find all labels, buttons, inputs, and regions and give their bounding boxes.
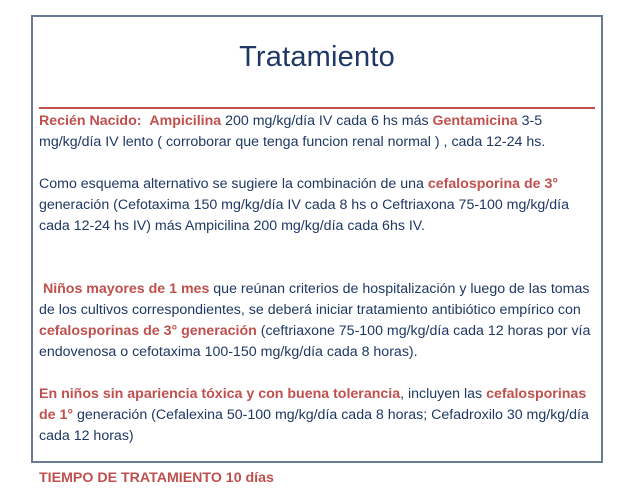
slide-content: [39, 111, 595, 489]
spacer: [39, 237, 595, 258]
duration-label: TIEMPO DE TRATAMIENTO 10 días: [39, 470, 274, 486]
older-children-text-2: (ceftriaxone 75-100 mg/kg/día cada 12 horas por vía endovenosa o cefotaxima 100-150 mg/kg/día cada 8 horas).: [39, 323, 591, 360]
non-toxic-text-1: , incluyen las: [400, 386, 487, 402]
paragraph-newborn: [39, 111, 595, 153]
spacer: [39, 447, 595, 468]
newborn-text-2: 3-5 mg/kg/día IV lento ( corroborar que tenga funcion renal normal ) , cada 12-24 hs.: [39, 113, 546, 150]
alternative-highlight: cefalosporina de 3°: [427, 176, 559, 192]
newborn-text-1: 200 mg/kg/día IV cada 6 hs más: [221, 113, 433, 129]
older-children-highlight: cefalosporinas de 3° generación: [39, 323, 257, 339]
non-toxic-highlight: cefalosporinas de 1°: [39, 386, 587, 423]
paragraph-alternative: [39, 174, 595, 237]
title-divider: [39, 107, 595, 109]
older-children-text-1: que reúnan criterios de hospitalización y luego de las tomas de los cultivos correspondientes, se deberá iniciar tratamiento antibiótico empírico con: [39, 281, 590, 318]
non-toxic-text-2: generación (Cefalexina 50-100 mg/kg/día cada 8 horas; Cefadroxilo 30 mg/kg/día cada 12 horas): [39, 407, 589, 444]
drug-ampicilina: Ampicilina: [149, 113, 222, 129]
spacer: [39, 258, 595, 279]
alternative-text-1: Como esquema alternativo se sugiere la combinación de una: [39, 176, 428, 192]
spacer: [39, 153, 595, 174]
paragraph-non-toxic: [39, 384, 595, 447]
spacer: [39, 363, 595, 384]
drug-gentamicina: Gentamicina: [432, 113, 518, 129]
paragraph-older-children: [39, 279, 595, 363]
slide-title: Tratamiento: [239, 41, 395, 73]
newborn-label: Recién Nacido:: [39, 113, 142, 129]
alternative-text-2: generación (Cefotaxima 150 mg/kg/día IV cada 8 hs o Ceftriaxona 75-100 mg/kg/día cada 12-24 hs IV) más Ampicilina 200 mg/kg/día cada 6hs IV.: [39, 197, 569, 234]
older-children-label: Niños mayores de 1 mes: [42, 281, 210, 297]
slide-frame: [31, 15, 603, 486]
non-toxic-label: En niños sin apariencia tóxica y con buena tolerancia: [39, 386, 401, 402]
